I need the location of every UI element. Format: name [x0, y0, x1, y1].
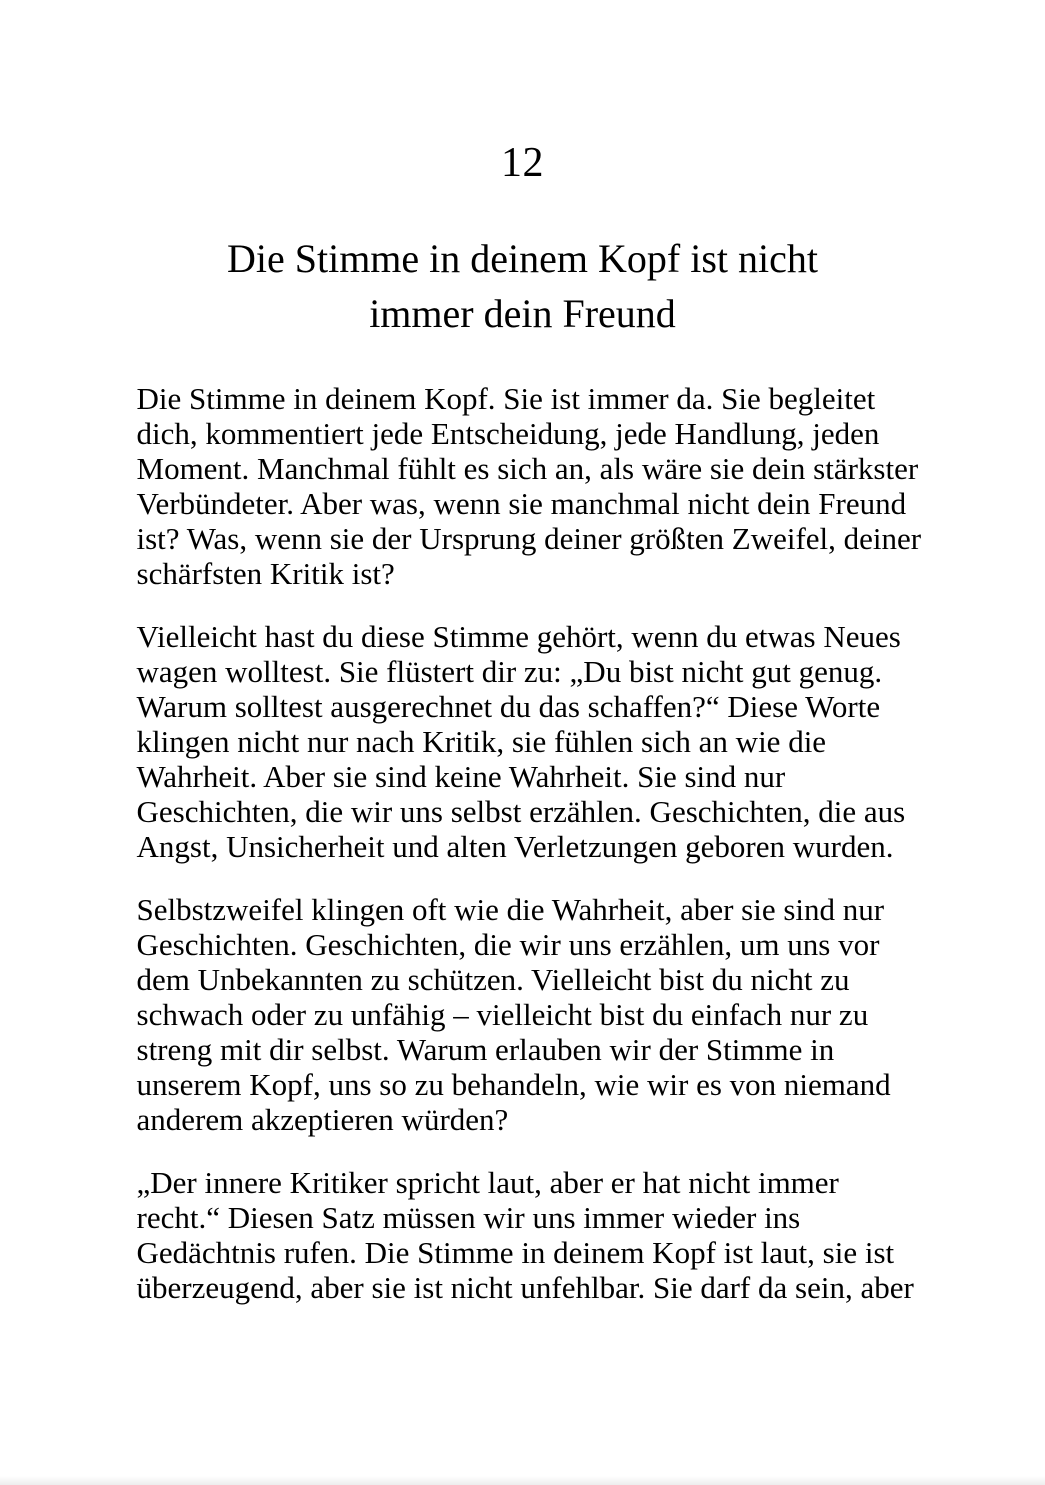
text-line: dich, kommentiert jede Entscheidung, jede Handlung, jeden: [136, 416, 880, 451]
text-line: Die Stimme in deinem Kopf ist nicht: [226, 236, 819, 281]
text-line: anderem akzeptieren würden?: [136, 1102, 509, 1137]
text-line: Angst, Unsicherheit und alten Verletzungen geboren wurden.: [136, 829, 894, 864]
text-line: immer dein Freund: [369, 291, 676, 336]
text-line: schärfsten Kritik ist?: [136, 556, 395, 591]
text-line: ist? Was, wenn sie der Ursprung deiner größten Zweifel, deiner: [136, 521, 922, 556]
text-line: Geschichten, die wir uns selbst erzählen. Geschichten, die aus: [136, 794, 906, 829]
text-line: schwach oder zu unfähig – vielleicht bist du einfach nur zu: [136, 997, 869, 1032]
chapter-title: [0, 231, 1045, 341]
text-line: Die Stimme in deinem Kopf. Sie ist immer da. Sie begleitet: [136, 381, 876, 416]
text-line: „Der innere Kritiker spricht laut, aber er hat nicht immer: [136, 1165, 839, 1200]
text-line: Verbündeter. Aber was, wenn sie manchmal nicht dein Freund: [136, 486, 907, 521]
text-line: dem Unbekannten zu schützen. Vielleicht bist du nicht zu: [136, 962, 850, 997]
text-line: Wahrheit. Aber sie sind keine Wahrheit. Sie sind nur: [136, 759, 786, 794]
chapter-number: 12: [501, 140, 544, 186]
paragraph-4: [136, 1165, 914, 1305]
text-line: recht.“ Diesen Satz müssen wir uns immer wieder ins: [136, 1200, 801, 1235]
paragraph-2: [137, 619, 909, 864]
body-text: [136, 381, 922, 1305]
text-line: überzeugend, aber sie ist nicht unfehlbar. Sie darf da sein, aber: [136, 1270, 914, 1305]
paragraph-3: [137, 892, 909, 1137]
text-line: Selbstzweifel klingen oft wie die Wahrheit, aber sie sind nur: [136, 892, 885, 927]
paragraph-1: [136, 381, 922, 591]
text-line: wagen wolltest. Sie flüstert dir zu: „Du bist nicht gut genug.: [136, 654, 883, 689]
text-line: streng mit dir selbst. Warum erlauben wir der Stimme in: [136, 1032, 835, 1067]
text-line: Gedächtnis rufen. Die Stimme in deinem Kopf ist laut, sie ist: [136, 1235, 895, 1270]
page-bottom-edge: [0, 1476, 1045, 1485]
text-line: Vielleicht hast du diese Stimme gehört, wenn du etwas Neues: [136, 619, 901, 654]
text-line: unserem Kopf, uns so zu behandeln, wie wir es von niemand: [136, 1067, 891, 1102]
text-line: klingen nicht nur nach Kritik, sie fühlen sich an wie die: [136, 724, 827, 759]
text-line: Moment. Manchmal fühlt es sich an, als wäre sie dein stärkster: [136, 451, 919, 486]
text-line: Geschichten. Geschichten, die wir uns erzählen, um uns vor: [136, 927, 880, 962]
text-line: Warum solltest ausgerechnet du das schaffen?“ Diese Worte: [136, 689, 881, 724]
